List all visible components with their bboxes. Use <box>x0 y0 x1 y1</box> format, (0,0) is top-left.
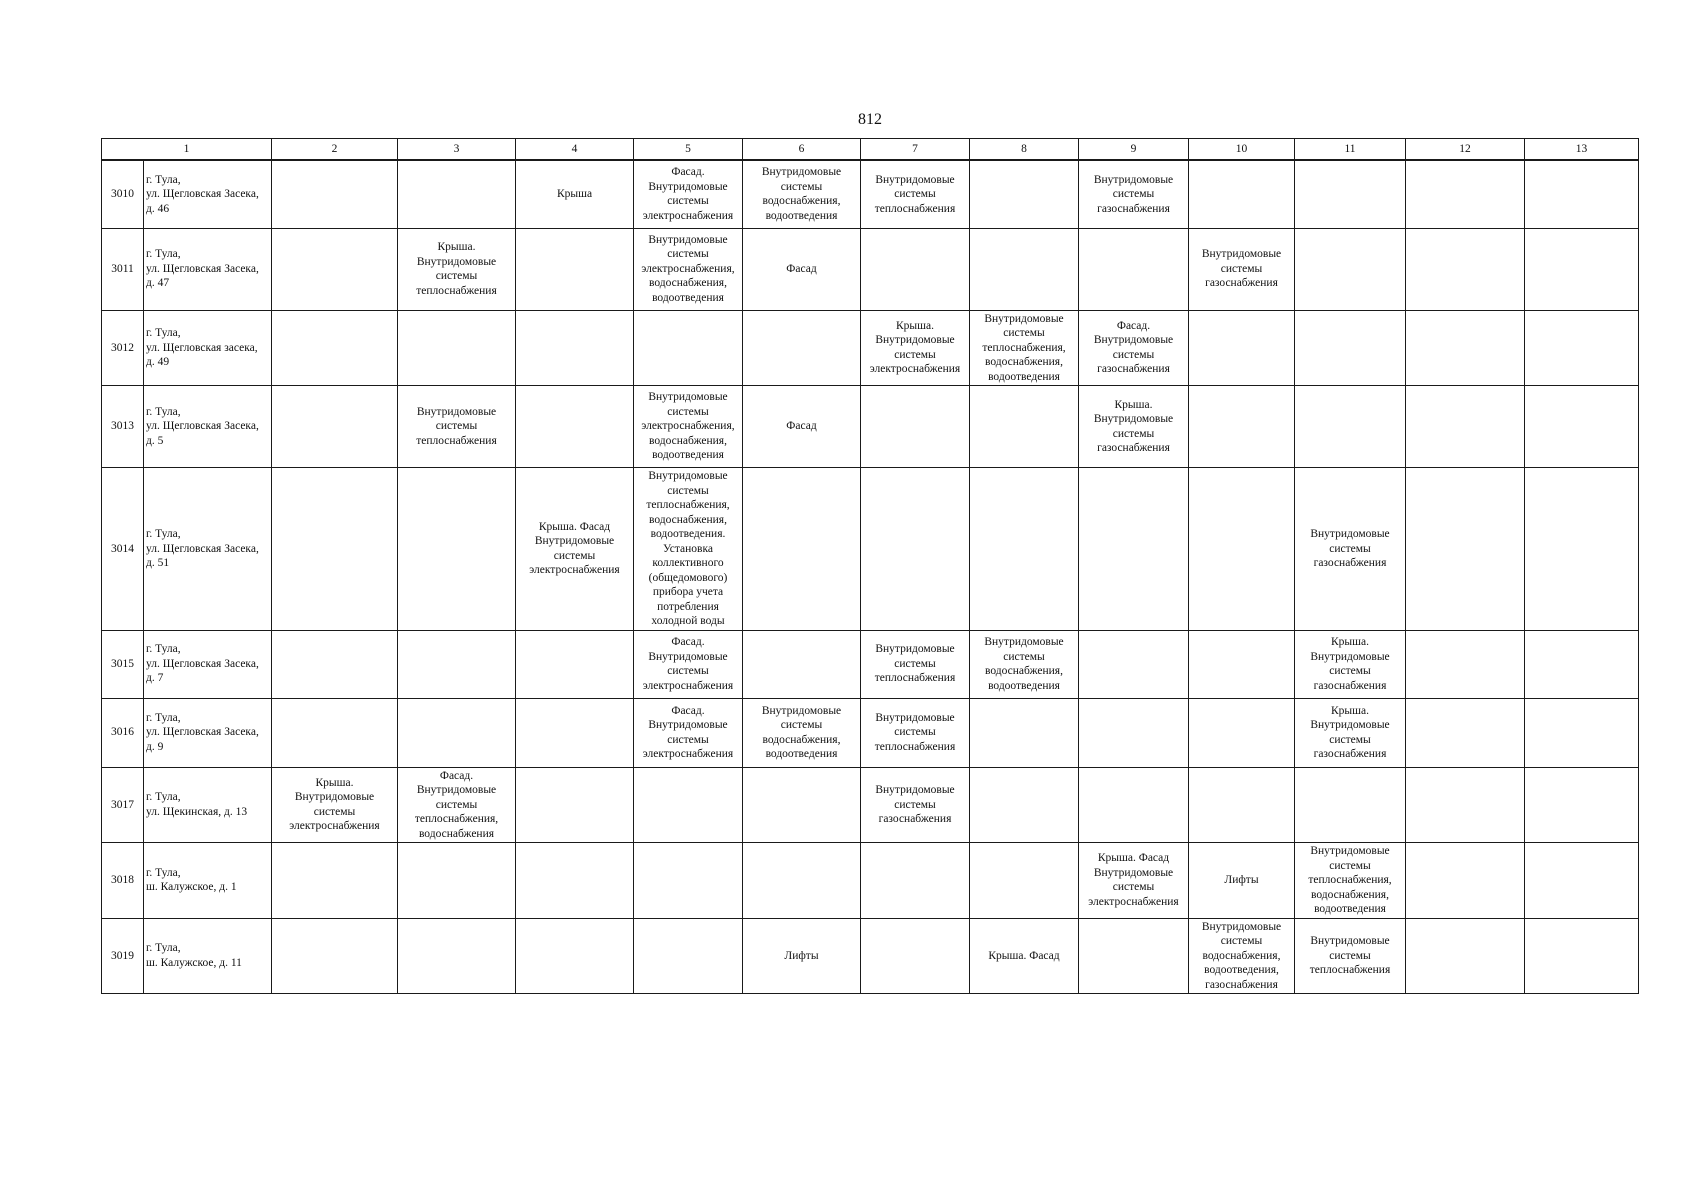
work-cell-col-4: Крыша <box>516 160 634 228</box>
column-number-11: 11 <box>1295 139 1406 161</box>
work-cell-col-6 <box>743 468 861 631</box>
work-cell-col-9 <box>1079 468 1189 631</box>
work-cell-col-11: Внутридомовые системы теплоснабжения <box>1295 918 1406 994</box>
work-cell-col-3: Фасад. Внутридомовые системы теплоснабжения, водоснабжения <box>398 767 516 843</box>
work-cell-col-11: Крыша. Внутридомовые системы газоснабжения <box>1295 698 1406 767</box>
work-cell-col-13 <box>1525 386 1639 468</box>
work-cell-col-9 <box>1079 630 1189 698</box>
work-cell-col-7: Внутридомовые системы теплоснабжения <box>861 630 970 698</box>
address-cell: г. Тула, ул. Щекинская, д. 13 <box>144 767 272 843</box>
work-cell-col-7 <box>861 228 970 310</box>
work-cell-col-12 <box>1406 843 1525 919</box>
address-cell: г. Тула, ул. Щегловская Засека, д. 9 <box>144 698 272 767</box>
work-cell-col-2 <box>272 160 398 228</box>
row-number: 3013 <box>102 386 144 468</box>
work-cell-col-13 <box>1525 698 1639 767</box>
work-cell-col-8: Внутридомовые системы теплоснабжения, водоснабжения, водоотведения <box>970 310 1079 386</box>
work-cell-col-5: Внутридомовые системы электроснабжения, водоснабжения, водоотведения <box>634 228 743 310</box>
column-number-2: 2 <box>272 139 398 161</box>
column-number-12: 12 <box>1406 139 1525 161</box>
work-cell-col-5 <box>634 310 743 386</box>
column-number-9: 9 <box>1079 139 1189 161</box>
work-cell-col-11 <box>1295 767 1406 843</box>
page-number: 812 <box>858 111 882 128</box>
work-cell-col-3 <box>398 698 516 767</box>
table-row <box>102 630 1639 698</box>
work-cell-col-8 <box>970 468 1079 631</box>
work-cell-col-13 <box>1525 228 1639 310</box>
work-cell-col-4 <box>516 386 634 468</box>
row-number: 3012 <box>102 310 144 386</box>
work-cell-col-11: Внутридомовые системы газоснабжения <box>1295 468 1406 631</box>
work-cell-col-9: Крыша. Внутридомовые системы газоснабжения <box>1079 386 1189 468</box>
table-row <box>102 767 1639 843</box>
row-number: 3014 <box>102 468 144 631</box>
work-cell-col-2 <box>272 228 398 310</box>
work-cell-col-4 <box>516 630 634 698</box>
work-cell-col-4 <box>516 310 634 386</box>
work-cell-col-9 <box>1079 918 1189 994</box>
work-cell-col-12 <box>1406 767 1525 843</box>
work-cell-col-6 <box>743 767 861 843</box>
address-cell: г. Тула, ул. Щегловская Засека, д. 5 <box>144 386 272 468</box>
address-cell: г. Тула, ул. Щегловская Засека, д. 7 <box>144 630 272 698</box>
address-cell: г. Тула, ул. Щегловская Засека, д. 46 <box>144 160 272 228</box>
work-cell-col-8 <box>970 767 1079 843</box>
work-cell-col-4: Крыша. Фасад Внутридомовые системы электроснабжения <box>516 468 634 631</box>
column-number-1: 1 <box>102 139 272 161</box>
row-number: 3015 <box>102 630 144 698</box>
work-cell-col-2 <box>272 386 398 468</box>
work-cell-col-8: Внутридомовые системы водоснабжения, водоотведения <box>970 630 1079 698</box>
table-row <box>102 843 1639 919</box>
address-cell: г. Тула, ш. Калужское, д. 11 <box>144 918 272 994</box>
work-cell-col-9: Фасад. Внутридомовые системы газоснабжения <box>1079 310 1189 386</box>
row-number: 3010 <box>102 160 144 228</box>
work-cell-col-10 <box>1189 160 1295 228</box>
work-cell-col-12 <box>1406 918 1525 994</box>
work-cell-col-2 <box>272 843 398 919</box>
work-cell-col-3: Крыша. Внутридомовые системы теплоснабжения <box>398 228 516 310</box>
work-cell-col-6 <box>743 630 861 698</box>
table-row <box>102 310 1639 386</box>
table-row <box>102 160 1639 228</box>
work-cell-col-13 <box>1525 160 1639 228</box>
work-cell-col-3 <box>398 918 516 994</box>
address-cell: г. Тула, ул. Щегловская Засека, д. 51 <box>144 468 272 631</box>
work-cell-col-13 <box>1525 918 1639 994</box>
row-number: 3019 <box>102 918 144 994</box>
column-number-10: 10 <box>1189 139 1295 161</box>
work-cell-col-11 <box>1295 386 1406 468</box>
work-cell-col-13 <box>1525 468 1639 631</box>
work-cell-col-11: Крыша. Внутридомовые системы газоснабжения <box>1295 630 1406 698</box>
row-number: 3011 <box>102 228 144 310</box>
work-cell-col-4 <box>516 843 634 919</box>
work-cell-col-7: Внутридомовые системы теплоснабжения <box>861 160 970 228</box>
work-cell-col-8 <box>970 228 1079 310</box>
work-cell-col-10 <box>1189 767 1295 843</box>
work-cell-col-2 <box>272 918 398 994</box>
work-cell-col-3 <box>398 843 516 919</box>
work-cell-col-12 <box>1406 630 1525 698</box>
work-cell-col-2: Крыша. Внутридомовые системы электроснабжения <box>272 767 398 843</box>
work-cell-col-2 <box>272 468 398 631</box>
column-number-3: 3 <box>398 139 516 161</box>
work-cell-col-2 <box>272 698 398 767</box>
work-cell-col-8 <box>970 698 1079 767</box>
work-cell-col-6: Фасад <box>743 228 861 310</box>
work-cell-col-8 <box>970 386 1079 468</box>
work-cell-col-9 <box>1079 767 1189 843</box>
work-cell-col-2 <box>272 310 398 386</box>
work-cell-col-11: Внутридомовые системы теплоснабжения, водоснабжения, водоотведения <box>1295 843 1406 919</box>
work-cell-col-12 <box>1406 468 1525 631</box>
work-cell-col-10: Лифты <box>1189 843 1295 919</box>
work-cell-col-10: Внутридомовые системы водоснабжения, водоотведения, газоснабжения <box>1189 918 1295 994</box>
work-cell-col-13 <box>1525 310 1639 386</box>
work-cell-col-3 <box>398 630 516 698</box>
work-cell-col-6 <box>743 843 861 919</box>
work-cell-col-10 <box>1189 630 1295 698</box>
work-cell-col-12 <box>1406 698 1525 767</box>
column-number-row <box>102 139 1639 161</box>
work-cell-col-9 <box>1079 698 1189 767</box>
work-cell-col-6: Внутридомовые системы водоснабжения, водоотведения <box>743 160 861 228</box>
work-cell-col-6: Внутридомовые системы водоснабжения, водоотведения <box>743 698 861 767</box>
work-cell-col-6: Лифты <box>743 918 861 994</box>
work-cell-col-8 <box>970 160 1079 228</box>
work-cell-col-10: Внутридомовые системы газоснабжения <box>1189 228 1295 310</box>
address-cell: г. Тула, ул. Щегловская засека, д. 49 <box>144 310 272 386</box>
work-cell-col-2 <box>272 630 398 698</box>
work-cell-col-5 <box>634 767 743 843</box>
work-cell-col-7: Внутридомовые системы теплоснабжения <box>861 698 970 767</box>
work-cell-col-3 <box>398 310 516 386</box>
work-cell-col-13 <box>1525 630 1639 698</box>
column-number-7: 7 <box>861 139 970 161</box>
column-number-6: 6 <box>743 139 861 161</box>
work-cell-col-8: Крыша. Фасад <box>970 918 1079 994</box>
work-cell-col-7: Крыша. Внутридомовые системы электроснабжения <box>861 310 970 386</box>
work-cell-col-5: Внутридомовые системы электроснабжения, водоснабжения, водоотведения <box>634 386 743 468</box>
work-cell-col-11 <box>1295 228 1406 310</box>
work-cell-col-9 <box>1079 228 1189 310</box>
work-cell-col-12 <box>1406 310 1525 386</box>
work-cell-col-6: Фасад <box>743 386 861 468</box>
work-cell-col-5: Внутридомовые системы теплоснабжения, водоснабжения, водоотведения. Установка коллективного (общедомового) прибора учета потребления холодной воды <box>634 468 743 631</box>
work-cell-col-6 <box>743 310 861 386</box>
row-number: 3018 <box>102 843 144 919</box>
table-row <box>102 468 1639 631</box>
row-number: 3017 <box>102 767 144 843</box>
column-number-4: 4 <box>516 139 634 161</box>
work-cell-col-7 <box>861 918 970 994</box>
table-row <box>102 698 1639 767</box>
work-cell-col-7 <box>861 843 970 919</box>
work-cell-col-12 <box>1406 228 1525 310</box>
work-cell-col-5: Фасад. Внутридомовые системы электроснабжения <box>634 698 743 767</box>
work-cell-col-10 <box>1189 386 1295 468</box>
work-cell-col-12 <box>1406 386 1525 468</box>
work-cell-col-5: Фасад. Внутридомовые системы электроснабжения <box>634 630 743 698</box>
work-cell-col-4 <box>516 698 634 767</box>
table-row <box>102 918 1639 994</box>
work-cell-col-9: Внутридомовые системы газоснабжения <box>1079 160 1189 228</box>
work-cell-col-10 <box>1189 468 1295 631</box>
work-cell-col-4 <box>516 228 634 310</box>
work-cell-col-13 <box>1525 767 1639 843</box>
work-cell-col-5: Фасад. Внутридомовые системы электроснабжения <box>634 160 743 228</box>
work-cell-col-12 <box>1406 160 1525 228</box>
work-cell-col-9: Крыша. Фасад Внутридомовые системы электроснабжения <box>1079 843 1189 919</box>
work-cell-col-11 <box>1295 310 1406 386</box>
work-cell-col-3 <box>398 160 516 228</box>
work-cell-col-5 <box>634 843 743 919</box>
work-cell-col-7 <box>861 468 970 631</box>
address-cell: г. Тула, ул. Щегловская Засека, д. 47 <box>144 228 272 310</box>
column-number-5: 5 <box>634 139 743 161</box>
work-cell-col-3 <box>398 468 516 631</box>
table-row <box>102 228 1639 310</box>
work-cell-col-4 <box>516 767 634 843</box>
column-number-8: 8 <box>970 139 1079 161</box>
work-cell-col-5 <box>634 918 743 994</box>
column-number-13: 13 <box>1525 139 1639 161</box>
work-cell-col-4 <box>516 918 634 994</box>
work-cell-col-13 <box>1525 843 1639 919</box>
table-row <box>102 386 1639 468</box>
address-cell: г. Тула, ш. Калужское, д. 1 <box>144 843 272 919</box>
work-cell-col-10 <box>1189 698 1295 767</box>
work-cell-col-7: Внутридомовые системы газоснабжения <box>861 767 970 843</box>
work-cell-col-3: Внутридомовые системы теплоснабжения <box>398 386 516 468</box>
work-cell-col-10 <box>1189 310 1295 386</box>
work-cell-col-11 <box>1295 160 1406 228</box>
table-body <box>102 139 1639 994</box>
work-cell-col-7 <box>861 386 970 468</box>
row-number: 3016 <box>102 698 144 767</box>
capital-repair-table <box>101 138 1639 994</box>
work-cell-col-8 <box>970 843 1079 919</box>
